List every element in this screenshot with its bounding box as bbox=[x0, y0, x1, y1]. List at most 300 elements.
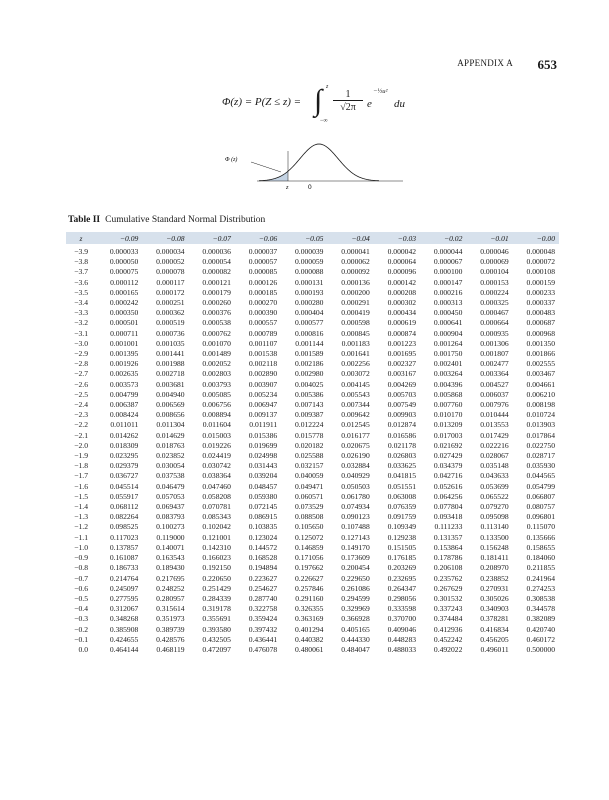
probability-cell: 0.140071 bbox=[156, 542, 185, 552]
probability-cell: 0.319178 bbox=[202, 604, 231, 614]
z-value-cell: −3.9 bbox=[74, 247, 88, 256]
probability-cell: 0.046479 bbox=[156, 481, 185, 491]
probability-cell: 0.322758 bbox=[248, 604, 278, 614]
probability-cell: 0.000390 bbox=[248, 308, 278, 318]
probability-cell: 0.002477 bbox=[480, 359, 509, 369]
probability-cell: 0.111233 bbox=[434, 522, 463, 532]
z-value-cell: −1.4 bbox=[74, 502, 88, 512]
probability-cell: 0.008198 bbox=[526, 400, 555, 410]
table-row bbox=[66, 502, 559, 512]
probability-cell: 0.194894 bbox=[248, 563, 278, 573]
z-value-cell: −0.2 bbox=[74, 624, 88, 634]
probability-cell: 0.013903 bbox=[526, 420, 555, 430]
probability-cell: 0.000577 bbox=[295, 318, 324, 328]
probability-cell: 0.468119 bbox=[156, 644, 185, 654]
probability-cell: 0.232695 bbox=[387, 573, 417, 583]
probability-cell: 0.077804 bbox=[433, 502, 463, 512]
probability-cell: 0.004396 bbox=[433, 379, 463, 389]
probability-cell: 0.500000 bbox=[526, 644, 555, 654]
probability-cell: 0.000216 bbox=[433, 287, 463, 297]
probability-cell: 0.039204 bbox=[248, 471, 278, 481]
probability-cell: 0.217695 bbox=[156, 573, 185, 583]
table-row bbox=[66, 574, 559, 584]
probability-cell: 0.000059 bbox=[295, 257, 324, 267]
probability-cell: 0.200454 bbox=[341, 563, 370, 573]
probability-cell: 0.011911 bbox=[249, 420, 278, 430]
probability-cell: 0.001866 bbox=[526, 349, 555, 359]
probability-cell: 0.131357 bbox=[433, 532, 463, 542]
z-value-cell: −3.2 bbox=[74, 318, 88, 328]
probability-cell: 0.220650 bbox=[202, 573, 231, 583]
probability-cell: 0.068112 bbox=[110, 502, 139, 512]
z-value-cell: −2.8 bbox=[74, 359, 88, 369]
probability-cell: 0.035930 bbox=[526, 461, 555, 471]
probability-cell: 0.000046 bbox=[480, 247, 509, 256]
z-value-cell: −0.4 bbox=[74, 604, 88, 614]
table-row bbox=[66, 635, 559, 645]
probability-cell: 0.214764 bbox=[109, 573, 139, 583]
probability-cell: 0.000185 bbox=[248, 287, 278, 297]
probability-cell: 0.000762 bbox=[202, 328, 231, 338]
probability-cell: 0.085343 bbox=[202, 512, 231, 522]
probability-cell: 0.397432 bbox=[248, 624, 278, 634]
probability-cell: 0.000687 bbox=[526, 318, 555, 328]
probability-cell: 0.086915 bbox=[248, 512, 278, 522]
table-row bbox=[66, 349, 559, 359]
probability-cell: 0.020182 bbox=[295, 440, 324, 450]
probability-cell: 0.093418 bbox=[433, 512, 463, 522]
probability-cell: 0.002980 bbox=[295, 369, 324, 379]
probability-cell: 0.047460 bbox=[202, 481, 231, 491]
probability-cell: 0.010170 bbox=[433, 410, 463, 420]
probability-cell: 0.264347 bbox=[387, 583, 417, 593]
probability-cell: 0.416834 bbox=[480, 624, 509, 634]
probability-cell: 0.192150 bbox=[202, 563, 231, 573]
column-header: −0.06 bbox=[258, 233, 278, 243]
probability-cell: 0.000104 bbox=[480, 267, 509, 277]
table-row bbox=[66, 257, 559, 267]
probability-cell: 0.208970 bbox=[480, 563, 509, 573]
probability-cell: 0.294599 bbox=[341, 593, 370, 603]
probability-cell: 0.026803 bbox=[387, 451, 417, 461]
probability-cell: 0.000037 bbox=[248, 247, 278, 256]
probability-cell: 0.000064 bbox=[387, 257, 417, 267]
probability-cell: 0.440382 bbox=[295, 634, 324, 644]
probability-cell: 0.261086 bbox=[341, 583, 370, 593]
table-row bbox=[66, 441, 559, 451]
probability-cell: 0.432505 bbox=[202, 634, 231, 644]
probability-cell: 0.044565 bbox=[526, 471, 555, 481]
probability-cell: 0.003467 bbox=[526, 369, 555, 379]
z-value-cell: −0.6 bbox=[74, 583, 88, 593]
integral-sign: ∫ bbox=[314, 84, 323, 117]
probability-cell: 0.002118 bbox=[248, 359, 278, 369]
table-row bbox=[66, 625, 559, 635]
probability-cell: 0.127143 bbox=[341, 532, 370, 542]
probability-cell: 0.000337 bbox=[526, 298, 555, 308]
probability-cell: 0.038364 bbox=[202, 471, 231, 481]
z-value-cell: −3.0 bbox=[74, 338, 88, 348]
exp-exponent: −½u² bbox=[373, 88, 388, 95]
probability-cell: 0.000404 bbox=[295, 308, 324, 318]
probability-cell: 0.389739 bbox=[156, 624, 185, 634]
probability-cell: 0.090123 bbox=[341, 512, 370, 522]
probability-cell: 0.277595 bbox=[109, 593, 139, 603]
probability-cell: 0.041815 bbox=[387, 471, 417, 481]
probability-cell: 0.168528 bbox=[248, 553, 278, 563]
probability-cell: 0.326355 bbox=[295, 604, 324, 614]
probability-cell: 0.137857 bbox=[109, 542, 139, 552]
probability-cell: 0.025588 bbox=[295, 451, 324, 461]
probability-cell: 0.088508 bbox=[295, 512, 324, 522]
probability-cell: 0.456205 bbox=[480, 634, 509, 644]
probability-cell: 0.000935 bbox=[480, 328, 509, 338]
probability-cell: 0.017429 bbox=[480, 430, 509, 440]
probability-cell: 0.040929 bbox=[341, 471, 370, 481]
z-value-cell: −2.0 bbox=[74, 440, 88, 450]
probability-cell: 0.003573 bbox=[109, 379, 139, 389]
probability-cell: 0.073529 bbox=[295, 502, 324, 512]
probability-cell: 0.001306 bbox=[480, 338, 509, 348]
probability-cell: 0.000224 bbox=[480, 287, 509, 297]
column-header: −0.00 bbox=[536, 233, 555, 243]
probability-cell: 0.000172 bbox=[156, 287, 185, 297]
probability-cell: 0.000078 bbox=[156, 267, 185, 277]
probability-cell: 0.305026 bbox=[480, 593, 509, 603]
table-row bbox=[66, 308, 559, 318]
phi-label: Φ (z) bbox=[225, 157, 238, 163]
table-row bbox=[66, 359, 559, 369]
probability-cell: 0.382089 bbox=[526, 614, 555, 624]
probability-cell: 0.211855 bbox=[526, 563, 555, 573]
probability-cell: 0.161087 bbox=[109, 553, 139, 563]
probability-cell: 0.270931 bbox=[480, 583, 509, 593]
probability-cell: 0.142310 bbox=[202, 542, 231, 552]
probability-cell: 0.001988 bbox=[156, 359, 185, 369]
probability-cell: 0.033625 bbox=[387, 461, 417, 471]
running-header bbox=[0, 57, 609, 71]
probability-cell: 0.002803 bbox=[202, 369, 231, 379]
probability-cell: 0.003364 bbox=[480, 369, 509, 379]
probability-cell: 0.257846 bbox=[295, 583, 324, 593]
probability-cell: 0.006210 bbox=[526, 389, 555, 399]
probability-cell: 0.409046 bbox=[387, 624, 417, 634]
z-value-cell: −2.3 bbox=[74, 410, 88, 420]
table-row bbox=[66, 584, 559, 594]
probability-cell: 0.378281 bbox=[480, 614, 509, 624]
column-header: −0.03 bbox=[397, 233, 417, 243]
probability-cell: 0.412936 bbox=[433, 624, 463, 634]
probability-cell: 0.000096 bbox=[387, 267, 417, 277]
probability-cell: 0.000088 bbox=[295, 267, 324, 277]
probability-cell: 0.203269 bbox=[387, 563, 417, 573]
probability-cell: 0.452242 bbox=[433, 634, 463, 644]
probability-cell: 0.010444 bbox=[480, 410, 509, 420]
z-value-cell: −1.5 bbox=[74, 491, 88, 501]
probability-cell: 0.340903 bbox=[480, 604, 509, 614]
normal-curve-figure bbox=[225, 137, 405, 192]
probability-cell: 0.002256 bbox=[341, 359, 370, 369]
probability-cell: 0.095098 bbox=[480, 512, 509, 522]
probability-cell: 0.003264 bbox=[433, 369, 463, 379]
probability-cell: 0.158655 bbox=[526, 542, 555, 552]
probability-cell: 0.267629 bbox=[433, 583, 463, 593]
probability-cell: 0.051551 bbox=[387, 481, 417, 491]
probability-cell: 0.000050 bbox=[109, 257, 139, 267]
table-body bbox=[66, 244, 559, 655]
column-header-z: z bbox=[79, 233, 83, 243]
probability-cell: 0.048457 bbox=[248, 481, 278, 491]
normal-curve-svg bbox=[225, 137, 405, 192]
probability-cell: 0.000467 bbox=[480, 308, 509, 318]
probability-cell: 0.006387 bbox=[109, 400, 139, 410]
probability-cell: 0.308538 bbox=[526, 593, 555, 603]
probability-cell: 0.001641 bbox=[341, 349, 370, 359]
probability-cell: 0.034379 bbox=[433, 461, 463, 471]
probability-cell: 0.135666 bbox=[526, 532, 555, 542]
table-row bbox=[66, 461, 559, 471]
probability-cell: 0.003793 bbox=[202, 379, 231, 389]
table-title: Cumulative Standard Normal Distribution bbox=[105, 215, 266, 225]
probability-cell: 0.492022 bbox=[433, 644, 463, 654]
probability-cell: 0.000072 bbox=[526, 257, 555, 267]
probability-cell: 0.424655 bbox=[109, 634, 139, 644]
z-value-cell: −2.1 bbox=[74, 430, 88, 440]
probability-cell: 0.004145 bbox=[341, 379, 370, 389]
table-row bbox=[66, 390, 559, 400]
probability-cell: 0.002401 bbox=[433, 359, 463, 369]
probability-cell: 0.019226 bbox=[202, 440, 231, 450]
probability-cell: 0.036727 bbox=[109, 471, 139, 481]
probability-cell: 0.076359 bbox=[387, 502, 417, 512]
probability-cell: 0.436441 bbox=[248, 634, 278, 644]
probability-cell: 0.050503 bbox=[341, 481, 370, 491]
probability-cell: 0.000816 bbox=[295, 328, 324, 338]
probability-cell: 0.000048 bbox=[526, 247, 555, 256]
probability-cell: 0.013553 bbox=[480, 420, 509, 430]
page-number: 653 bbox=[537, 57, 557, 72]
probability-cell: 0.000092 bbox=[341, 267, 370, 277]
appendix-label: APPENDIX A bbox=[457, 58, 513, 68]
probability-cell: 0.052616 bbox=[433, 481, 463, 491]
probability-cell: 0.121001 bbox=[202, 532, 231, 542]
table-row bbox=[66, 339, 559, 349]
probability-cell: 0.057053 bbox=[156, 491, 185, 501]
probability-cell: 0.007143 bbox=[295, 400, 324, 410]
probability-cell: 0.024998 bbox=[248, 451, 278, 461]
probability-cell: 0.015386 bbox=[248, 430, 278, 440]
probability-cell: 0.000557 bbox=[248, 318, 278, 328]
probability-cell: 0.153864 bbox=[433, 542, 463, 552]
probability-cell: 0.000075 bbox=[109, 267, 139, 277]
probability-cell: 0.019699 bbox=[248, 440, 278, 450]
fraction-numerator: 1 bbox=[345, 89, 351, 100]
probability-cell: 0.107488 bbox=[341, 522, 370, 532]
probability-cell: 0.014629 bbox=[156, 430, 185, 440]
probability-cell: 0.329969 bbox=[341, 604, 370, 614]
probability-cell: 0.117023 bbox=[110, 532, 139, 542]
shaded-area bbox=[259, 171, 288, 181]
probability-cell: 0.370700 bbox=[387, 614, 417, 624]
table-row bbox=[66, 380, 559, 390]
table-row bbox=[66, 420, 559, 430]
exp-base: e bbox=[367, 98, 372, 110]
probability-cell: 0.176185 bbox=[387, 553, 417, 563]
probability-cell: 0.100273 bbox=[156, 522, 185, 532]
probability-cell: 0.010724 bbox=[526, 410, 555, 420]
probability-cell: 0.091759 bbox=[387, 512, 417, 522]
probability-cell: 0.026190 bbox=[341, 451, 370, 461]
probability-cell: 0.001264 bbox=[433, 338, 463, 348]
probability-cell: 0.173609 bbox=[341, 553, 370, 563]
probability-cell: 0.002052 bbox=[202, 359, 231, 369]
bell-curve bbox=[259, 144, 379, 181]
probability-cell: 0.083793 bbox=[156, 512, 185, 522]
probability-cell: 0.333598 bbox=[387, 604, 417, 614]
integral-lower-bound: −∞ bbox=[320, 118, 328, 124]
probability-cell: 0.102042 bbox=[202, 522, 231, 532]
z-value-cell: −2.2 bbox=[74, 420, 88, 430]
probability-cell: 0.000100 bbox=[433, 267, 463, 277]
probability-cell: 0.018309 bbox=[109, 440, 139, 450]
probability-cell: 0.186733 bbox=[109, 563, 139, 573]
probability-cell: 0.007760 bbox=[433, 400, 463, 410]
probability-cell: 0.000291 bbox=[341, 298, 370, 308]
probability-cell: 0.005234 bbox=[248, 389, 278, 399]
probability-cell: 0.009642 bbox=[341, 410, 370, 420]
probability-cell: 0.003681 bbox=[156, 379, 185, 389]
probability-cell: 0.291160 bbox=[295, 593, 324, 603]
probability-cell: 0.103835 bbox=[248, 522, 278, 532]
table-row bbox=[66, 400, 559, 410]
probability-cell: 0.001144 bbox=[295, 338, 324, 348]
column-header: −0.01 bbox=[490, 233, 509, 243]
z-value-cell: −3.4 bbox=[74, 298, 88, 308]
probability-cell: 0.235762 bbox=[433, 573, 463, 583]
z-value-cell: −1.1 bbox=[74, 532, 88, 542]
table-row bbox=[66, 244, 559, 257]
probability-cell: 0.448283 bbox=[387, 634, 417, 644]
probability-cell: 0.001589 bbox=[295, 349, 324, 359]
probability-cell: 0.000501 bbox=[109, 318, 139, 328]
probability-cell: 0.001489 bbox=[202, 349, 231, 359]
probability-cell: 0.001350 bbox=[526, 338, 555, 348]
probability-cell: 0.045514 bbox=[109, 481, 139, 491]
table-row bbox=[66, 533, 559, 543]
z-value-cell: −0.5 bbox=[74, 593, 88, 603]
probability-cell: 0.004527 bbox=[480, 379, 509, 389]
z-value-cell: −3.7 bbox=[74, 267, 88, 277]
probability-cell: 0.028717 bbox=[526, 451, 555, 461]
probability-cell: 0.001001 bbox=[109, 338, 139, 348]
probability-cell: 0.312067 bbox=[109, 604, 139, 614]
probability-cell: 0.000251 bbox=[156, 298, 185, 308]
probability-cell: 0.113140 bbox=[480, 522, 509, 532]
probability-cell: 0.000142 bbox=[387, 277, 417, 287]
table-row bbox=[66, 614, 559, 624]
probability-cell: 0.009903 bbox=[387, 410, 417, 420]
probability-cell: 0.011604 bbox=[202, 420, 231, 430]
z-value-cell: −0.7 bbox=[74, 573, 88, 583]
table-row bbox=[66, 492, 559, 502]
column-header: −0.08 bbox=[166, 233, 185, 243]
table-row bbox=[66, 482, 559, 492]
column-header: −0.05 bbox=[305, 233, 324, 243]
formula-fraction bbox=[333, 89, 363, 113]
z-value-cell: −0.8 bbox=[74, 563, 88, 573]
probability-cell: 0.000044 bbox=[433, 247, 463, 256]
probability-cell: 0.002635 bbox=[109, 369, 139, 379]
probability-cell: 0.000108 bbox=[526, 267, 555, 277]
probability-cell: 0.460172 bbox=[526, 634, 555, 644]
probability-cell: 0.006947 bbox=[248, 400, 278, 410]
probability-cell: 0.049471 bbox=[295, 481, 324, 491]
probability-cell: 0.000036 bbox=[202, 247, 231, 256]
table-row bbox=[66, 369, 559, 379]
probability-cell: 0.119000 bbox=[156, 532, 185, 542]
z-value-cell: −2.4 bbox=[74, 400, 88, 410]
probability-cell: 0.042716 bbox=[433, 471, 463, 481]
probability-cell: 0.005868 bbox=[433, 389, 463, 399]
probability-cell: 0.251429 bbox=[202, 583, 231, 593]
probability-cell: 0.000193 bbox=[295, 287, 324, 297]
probability-cell: 0.000789 bbox=[248, 328, 278, 338]
probability-cell: 0.054799 bbox=[526, 481, 555, 491]
z-value-cell: 0.0 bbox=[78, 644, 88, 654]
probability-cell: 0.000598 bbox=[341, 318, 370, 328]
probability-cell: 0.008424 bbox=[109, 410, 139, 420]
probability-cell: 0.000069 bbox=[480, 257, 509, 267]
formula-lhs: Φ(z) = P(Z ≤ z) = bbox=[222, 96, 302, 108]
probability-cell: 0.000179 bbox=[202, 287, 231, 297]
probability-cell: 0.017003 bbox=[433, 430, 463, 440]
probability-cell: 0.393580 bbox=[202, 624, 231, 634]
table-row bbox=[66, 471, 559, 481]
z-value-cell: −2.5 bbox=[74, 389, 88, 399]
probability-cell: 0.405165 bbox=[341, 624, 370, 634]
table-row bbox=[66, 604, 559, 614]
probability-cell: 0.015778 bbox=[295, 430, 324, 440]
probability-cell: 0.000538 bbox=[202, 318, 231, 328]
probability-cell: 0.027429 bbox=[433, 451, 463, 461]
probability-cell: 0.001183 bbox=[341, 338, 370, 348]
probability-cell: 0.000159 bbox=[526, 277, 555, 287]
probability-cell: 0.000085 bbox=[248, 267, 278, 277]
z-value-cell: −1.2 bbox=[74, 522, 88, 532]
z-value-cell: −3.1 bbox=[74, 328, 88, 338]
probability-cell: 0.004661 bbox=[526, 379, 555, 389]
probability-cell: 0.001070 bbox=[202, 338, 231, 348]
probability-cell: 0.055917 bbox=[109, 491, 139, 501]
probability-cell: 0.374484 bbox=[433, 614, 463, 624]
phi-pointer bbox=[251, 162, 281, 172]
probability-cell: 0.151505 bbox=[387, 542, 417, 552]
probability-cell: 0.000302 bbox=[387, 298, 417, 308]
probability-cell: 0.013209 bbox=[433, 420, 463, 430]
probability-cell: 0.000483 bbox=[526, 308, 555, 318]
probability-cell: 0.000874 bbox=[387, 328, 417, 338]
probability-cell: 0.000711 bbox=[110, 328, 139, 338]
probability-cell: 0.428576 bbox=[156, 634, 185, 644]
probability-cell: 0.000419 bbox=[341, 308, 370, 318]
probability-cell: 0.000619 bbox=[387, 318, 417, 328]
probability-cell: 0.004269 bbox=[387, 379, 417, 389]
column-header: −0.09 bbox=[119, 233, 139, 243]
table-row bbox=[66, 298, 559, 308]
probability-cell: 0.012224 bbox=[295, 420, 324, 430]
probability-cell: 0.032884 bbox=[341, 461, 370, 471]
probability-cell: 0.344578 bbox=[526, 604, 555, 614]
